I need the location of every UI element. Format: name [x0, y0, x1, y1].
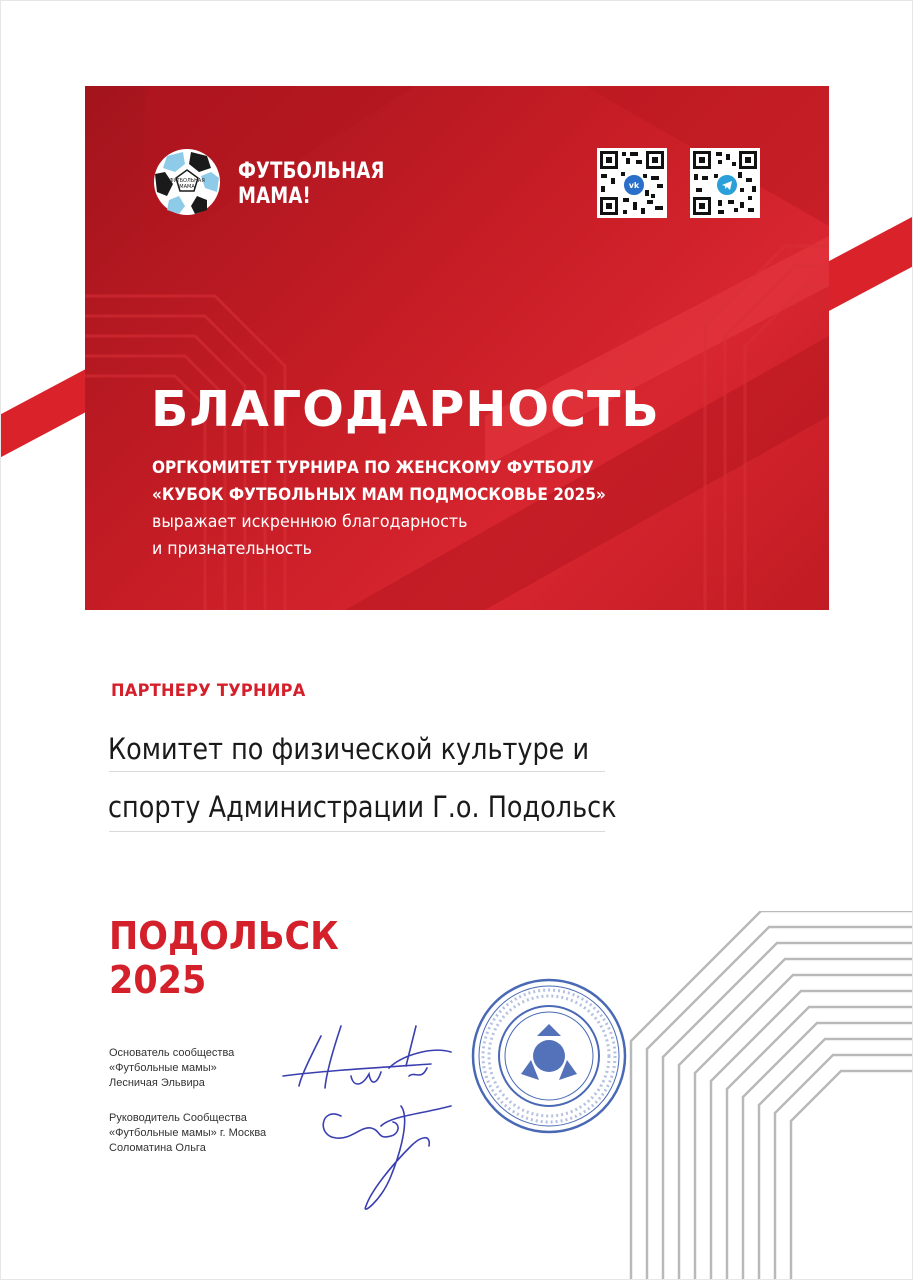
organizer-line-2: «КУБОК ФУТБОЛЬНЫХ МАМ ПОДМОСКОВЬЕ 2025»	[152, 485, 606, 504]
logo-line-1: ФУТБОЛЬНАЯ	[238, 159, 385, 184]
signatures	[281, 1016, 461, 1236]
signatory-head	[109, 1111, 266, 1156]
svg-text:ФУТБОЛЬНАЯ: ФУТБОЛЬНАЯ	[169, 178, 205, 184]
logo-line-2: МАМА!	[238, 184, 311, 209]
city-name: ПОДОЛЬСК	[109, 914, 339, 958]
header-banner	[85, 86, 829, 610]
signatory-name: Лесничая Эльвира	[109, 1077, 205, 1089]
svg-text:МАМА: МАМА	[179, 184, 195, 190]
recipient-label: ПАРТНЕРУ ТУРНИРА	[111, 681, 306, 701]
divider	[109, 831, 605, 832]
logo-wordmark	[238, 159, 385, 209]
signatory-community: «Футбольные мамы» г. Москва	[109, 1127, 267, 1139]
signatory-founder	[109, 1046, 234, 1091]
vk-icon: vk	[622, 173, 646, 197]
soccer-ball-icon	[153, 148, 221, 216]
signatory-role: Руководитель Сообщества	[109, 1112, 247, 1124]
telegram-icon	[715, 173, 739, 197]
signatory-community: «Футбольные мамы»	[109, 1062, 217, 1074]
year: 2025	[109, 958, 207, 1002]
organization-seal	[469, 976, 629, 1136]
organizer-line-1: ОРГКОМИТЕТ ТУРНИРА ПО ЖЕНСКОМУ ФУТБОЛУ	[152, 458, 594, 477]
gratitude-line-2: и признательность	[152, 539, 312, 559]
place-and-year	[109, 914, 339, 1002]
divider	[109, 771, 605, 772]
certificate-title: БЛАГОДАРНОСТЬ	[151, 381, 660, 438]
gratitude-line-1: выражает искреннюю благодарность	[152, 512, 468, 532]
recipient-name-line-2: спорту Администрации Г.о. Подольск	[108, 790, 617, 824]
signatory-role: Основатель сообщества	[109, 1047, 235, 1059]
recipient-name-line-1: Комитет по физической культуре и	[108, 732, 590, 766]
signatory-name: Соломатина Ольга	[109, 1142, 206, 1154]
